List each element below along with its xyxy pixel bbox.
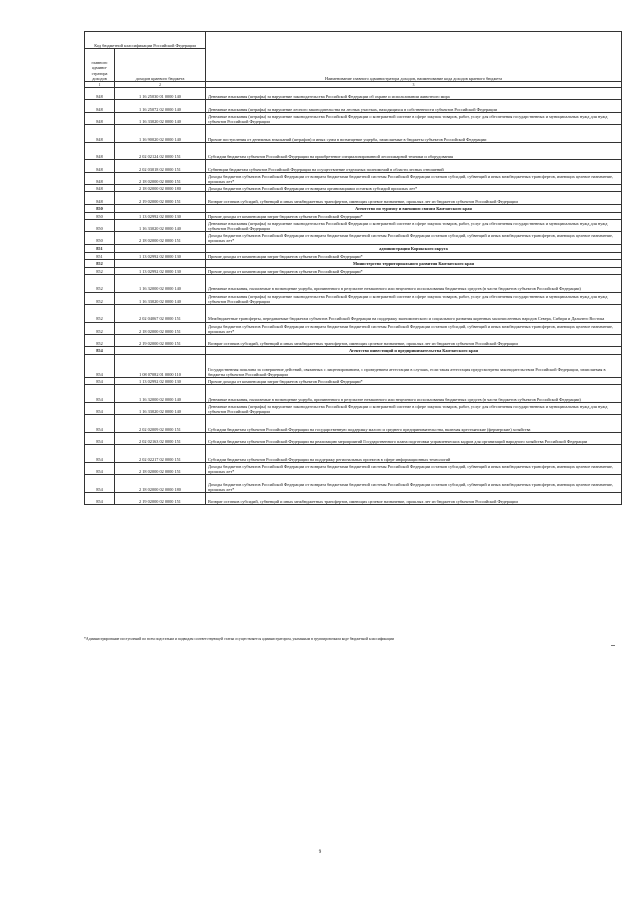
separator-mark [611, 645, 615, 646]
section-row [85, 244, 622, 252]
administrator-code-cell: 852 [85, 322, 115, 334]
revenue-name-cell: Денежные взыскания (штрафы) за нарушение законодательства Российской Федерации о контрактной системе в сфере закупок товаров, работ, услуг для обеспечения государственных и муниципальных нужд для нужд субъектов Российской Федерации [206, 112, 622, 124]
revenue-code-cell: 2 02 02009 02 0000 151 [115, 415, 206, 433]
table-row [85, 185, 622, 192]
administrator-code-cell: 854 [85, 415, 115, 433]
table-row [85, 160, 622, 172]
table-row [85, 212, 622, 219]
administrator-code-cell: 850 [85, 219, 115, 231]
revenue-name-cell: Прочие доходы от компенсации затрат бюджетов субъектов Российской Федерации* [206, 212, 622, 219]
section-row [85, 347, 622, 355]
table-row [85, 475, 622, 493]
administrator-code-cell: 848 [85, 100, 115, 112]
revenue-code-cell [115, 347, 206, 355]
revenue-code-cell: 1 13 02992 02 0000 130 [115, 212, 206, 219]
administrator-code-cell: 852 [85, 259, 115, 267]
revenue-code-cell: 1 08 07082 01 0000 110 [115, 355, 206, 378]
administrator-code-cell: 848 [85, 172, 115, 184]
revenue-name-cell: Возврат остатков субсидий, субвенций и иных межбюджетных трансфертов, имеющих целевое назначение, прошлых лет из бюджетов субъектов Российской Федерации [206, 335, 622, 347]
revenue-name-cell: Министерство территориального развития Камчатского края [206, 259, 622, 267]
revenue-name-cell: Доходы бюджетов субъектов Российской Федерации от возврата бюджетами бюджетной системы Российской Федерации остатков субсидий, субвенций и иных межбюджетных трансфертов, имеющих целевое назначение, прошлых лет* [206, 232, 622, 244]
table-row [85, 142, 622, 160]
revenue-code-cell: 2 02 02217 02 0000 151 [115, 445, 206, 463]
table-row [85, 322, 622, 334]
administrator-code-cell: 848 [85, 185, 115, 192]
budget-table-container [84, 31, 621, 505]
budget-classification-table [84, 31, 622, 505]
table-row [85, 492, 622, 504]
revenue-name-cell: Прочие доходы от компенсации затрат бюджетов субъектов Российской Федерации* [206, 267, 622, 274]
revenue-name-cell: Денежные взыскания, налагаемые в возмещение ущерба, причиненного в результате незаконного или нецелевого использования бюджетных средств (в части бюджетов субъектов Российской Федерации) [206, 385, 622, 403]
revenue-code-cell: 1 16 33020 02 0000 140 [115, 403, 206, 415]
column-number: 1 [85, 82, 115, 88]
revenue-name-cell: Доходы бюджетов субъектов Российской Федерации от возврата бюджетами бюджетной системы Российской Федерации остатков субсидий, субвенций и иных межбюджетных трансфертов, имеющих целевое назначение, прошлых лет* [206, 462, 622, 474]
table-row [85, 125, 622, 143]
revenue-name-cell: Денежные взыскания (штрафы) за нарушение законодательства Российской Федерации о контрактной системе в сфере закупок товаров, работ, услуг для обеспечения государственных и муниципальных нужд для нужд субъектов Российской Федерации [206, 219, 622, 231]
administrator-code-cell: 850 [85, 232, 115, 244]
revenue-code-cell: 1 16 33020 02 0000 140 [115, 292, 206, 304]
revenue-name-cell: Доходы бюджетов субъектов Российской Федерации от возврата бюджетами бюджетной системы Российской Федерации остатков субсидий, субвенций и иных межбюджетных трансфертов, имеющих целевое назначение, прошлых лет* [206, 475, 622, 493]
revenue-code-cell: 2 02 02163 02 0000 151 [115, 432, 206, 444]
administrator-code-cell: 848 [85, 142, 115, 160]
administrator-code-cell: 854 [85, 492, 115, 504]
revenue-name-cell: Доходы бюджетов субъектов Российской Федерации от возврата организациями остатков субсидий прошлых лет* [206, 185, 622, 192]
revenue-name-cell: Субсидии бюджетам субъектов Российской Федерации на поддержку региональных проектов в сфере информационных технологий [206, 445, 622, 463]
administrator-code-cell: 848 [85, 88, 115, 100]
revenue-code-cell: 2 18 02000 02 0000 151 [115, 232, 206, 244]
revenue-code-cell: 1 13 02992 02 0000 130 [115, 267, 206, 274]
administrator-code-cell: 854 [85, 432, 115, 444]
revenue-name-cell: Денежные взыскания (штрафы) за нарушение лесного законодательства на лесных участках, находящихся в собственности субъектов Российской Федерации [206, 100, 622, 112]
table-row [85, 192, 622, 204]
revenue-name-cell: Прочие доходы от компенсации затрат бюджетов субъектов Российской Федерации* [206, 252, 622, 259]
revenue-code-cell: 1 16 33020 02 0000 140 [115, 112, 206, 124]
administrator-code-cell: 854 [85, 475, 115, 493]
revenue-name-cell: Субвенции бюджетам субъектов Российской Федерации на осуществление отдельных полномочий в области лесных отношений [206, 160, 622, 172]
header-name-column: Наименование главного администратора доходов, наименование кода доходов краевого бюджета [206, 32, 622, 82]
revenue-code-cell [115, 204, 206, 212]
column-number: 3 [206, 82, 622, 88]
table-row [85, 385, 622, 403]
revenue-name-cell: Возврат остатков субсидий, субвенций и иных межбюджетных трансфертов, имеющих целевое назначение, прошлых лет из бюджетов субъектов Российской Федерации [206, 492, 622, 504]
footnote: *Администрирование поступлений по всем подстатьям и подвидам соответствующей статьи осуществляется администратором, указанным в группировочном коде бюджетной классификации [84, 637, 394, 641]
administrator-code-cell: 848 [85, 192, 115, 204]
revenue-name-cell: Возврат остатков субсидий, субвенций и иных межбюджетных трансфертов, имеющих целевое назначение, прошлых лет из бюджетов субъектов Российской Федерации [206, 192, 622, 204]
revenue-code-cell: 1 13 02992 02 0000 130 [115, 378, 206, 385]
table-row [85, 462, 622, 474]
revenue-code-cell: 2 19 02000 02 0000 151 [115, 335, 206, 347]
revenue-code-cell: 2 18 02000 02 0000 151 [115, 322, 206, 334]
revenue-code-cell: 2 02 02124 02 0000 151 [115, 142, 206, 160]
revenue-name-cell: Доходы бюджетов субъектов Российской Федерации от возврата бюджетами бюджетной системы Российской Федерации остатков субсидий, субвенций и иных межбюджетных трансфертов, имеющих целевое назначение, прошлых лет* [206, 322, 622, 334]
table-row [85, 403, 622, 415]
administrator-code-cell: 848 [85, 160, 115, 172]
table-row [85, 172, 622, 184]
revenue-code-cell: 2 02 04067 02 0000 151 [115, 305, 206, 323]
revenue-code-cell: 2 19 02000 02 0000 151 [115, 192, 206, 204]
table-row [85, 355, 622, 378]
administrator-code-cell: 848 [85, 112, 115, 124]
table-row [85, 252, 622, 259]
table-row [85, 219, 622, 231]
revenue-name-cell: Агентство по туризму и внешним связям Камчатского края [206, 204, 622, 212]
revenue-name-cell: Субсидии бюджетам субъектов Российской Федерации на приобретение специализированной лесопожарной техники и оборудования [206, 142, 622, 160]
page-number: 9 [318, 850, 322, 855]
administrator-code-cell: 852 [85, 267, 115, 274]
administrator-code-cell: 852 [85, 335, 115, 347]
revenue-name-cell: Межбюджетные трансферты, передаваемые бюджетам субъектов Российской Федерации на поддержку экономического и социального развития коренных малочисленных народов Севера, Сибири и Дальнего Востока [206, 305, 622, 323]
header-revenue-code: доходов краевого бюджета [115, 49, 206, 82]
header-classification-code: Код бюджетной классификации Российской Федерации [85, 32, 206, 49]
revenue-name-cell: Денежные взыскания (штрафы) за нарушение законодательства Российской Федерации о контрактной системе в сфере закупок товаров, работ, услуг для обеспечения государственных и муниципальных нужд для нужд субъектов Российской Федерации [206, 403, 622, 415]
revenue-code-cell: 1 16 32000 02 0000 140 [115, 385, 206, 403]
table-row [85, 335, 622, 347]
revenue-code-cell: 2 18 02000 02 0000 151 [115, 462, 206, 474]
table-row [85, 415, 622, 433]
revenue-name-cell: Доходы бюджетов субъектов Российской Федерации от возврата бюджетами бюджетной системы Российской Федерации остатков субсидий, субвенций и иных межбюджетных трансфертов, имеющих целевое назначение, прошлых лет* [206, 172, 622, 184]
administrator-code-cell: 854 [85, 403, 115, 415]
table-row [85, 112, 622, 124]
revenue-code-cell: 2 18 02000 02 0000 151 [115, 172, 206, 184]
revenue-code-cell: 1 16 32000 02 0000 140 [115, 275, 206, 293]
header-administrator-code: главного админи-стратора доходов [85, 49, 115, 82]
revenue-name-cell: Денежные взыскания (штрафы) за нарушение законодательства Российской Федерации об охране и использовании животного мира [206, 88, 622, 100]
section-row [85, 204, 622, 212]
table-row [85, 275, 622, 293]
revenue-name-cell: Агентство инвестиций и предпринимательства Камчатского края [206, 347, 622, 355]
revenue-code-cell [115, 259, 206, 267]
administrator-code-cell: 848 [85, 125, 115, 143]
table-row [85, 232, 622, 244]
revenue-name-cell: Денежные взыскания, налагаемые в возмещение ущерба, причиненного в результате незаконного или нецелевого использования бюджетных средств (в части бюджетов субъектов Российской Федерации) [206, 275, 622, 293]
table-row [85, 445, 622, 463]
revenue-name-cell: Субсидии бюджетам субъектов Российской Федерации на реализацию мероприятий Государственного плана подготовки управленческих кадров для организаций народного хозяйства Российской Федерации [206, 432, 622, 444]
table-row [85, 100, 622, 112]
table-row [85, 378, 622, 385]
revenue-code-cell: 2 18 02000 02 0000 180 [115, 475, 206, 493]
table-row [85, 292, 622, 304]
revenue-code-cell: 1 16 25030 01 0000 140 [115, 88, 206, 100]
revenue-code-cell: 2 19 02000 02 0000 151 [115, 492, 206, 504]
administrator-code-cell: 852 [85, 275, 115, 293]
administrator-code-cell: 851 [85, 244, 115, 252]
revenue-name-cell: Государственная пошлина за совершение действий, связанных с лицензированием, с проведением аттестации в случаях, если такая аттестация предусмотрена законодательством Российской Федерации, зачисляемая в бюджеты субъектов Российской Федерации [206, 355, 622, 378]
administrator-code-cell: 852 [85, 292, 115, 304]
revenue-name-cell: Прочие поступления от денежных взысканий (штрафов) и иных сумм в возмещение ущерба, зачисляемые в бюджеты субъектов Российской Федерации [206, 125, 622, 143]
table-row [85, 88, 622, 100]
revenue-name-cell: Субсидии бюджетам субъектов Российской Федерации на государственную поддержку малого и среднего предпринимательства, включая крестьянские (фермерские) хозяйства [206, 415, 622, 433]
table-row [85, 305, 622, 323]
revenue-name-cell: Прочие доходы от компенсации затрат бюджетов субъектов Российской Федерации* [206, 378, 622, 385]
administrator-code-cell: 851 [85, 252, 115, 259]
revenue-code-cell: 2 02 03018 02 0000 151 [115, 160, 206, 172]
revenue-code-cell: 1 16 90020 02 0000 140 [115, 125, 206, 143]
administrator-code-cell: 850 [85, 212, 115, 219]
table-header-row [85, 32, 622, 49]
revenue-code-cell: 1 16 25072 02 0000 140 [115, 100, 206, 112]
section-row [85, 259, 622, 267]
table-row [85, 267, 622, 274]
revenue-code-cell: 1 16 33020 02 0000 140 [115, 219, 206, 231]
revenue-code-cell [115, 244, 206, 252]
revenue-name-cell: администрация Корякского округа [206, 244, 622, 252]
administrator-code-cell: 854 [85, 347, 115, 355]
administrator-code-cell: 854 [85, 445, 115, 463]
table-row [85, 432, 622, 444]
column-number: 2 [115, 82, 206, 88]
revenue-name-cell: Денежные взыскания (штрафы) за нарушение законодательства Российской Федерации о контрактной системе в сфере закупок товаров, работ, услуг для обеспечения государственных и муниципальных нужд для нужд субъектов Российской Федерации [206, 292, 622, 304]
administrator-code-cell: 854 [85, 378, 115, 385]
administrator-code-cell: 854 [85, 355, 115, 378]
administrator-code-cell: 852 [85, 305, 115, 323]
revenue-code-cell: 2 18 02000 02 0000 180 [115, 185, 206, 192]
table-body [85, 88, 622, 505]
revenue-code-cell: 1 13 02992 02 0000 130 [115, 252, 206, 259]
administrator-code-cell: 850 [85, 204, 115, 212]
administrator-code-cell: 854 [85, 462, 115, 474]
administrator-code-cell: 854 [85, 385, 115, 403]
